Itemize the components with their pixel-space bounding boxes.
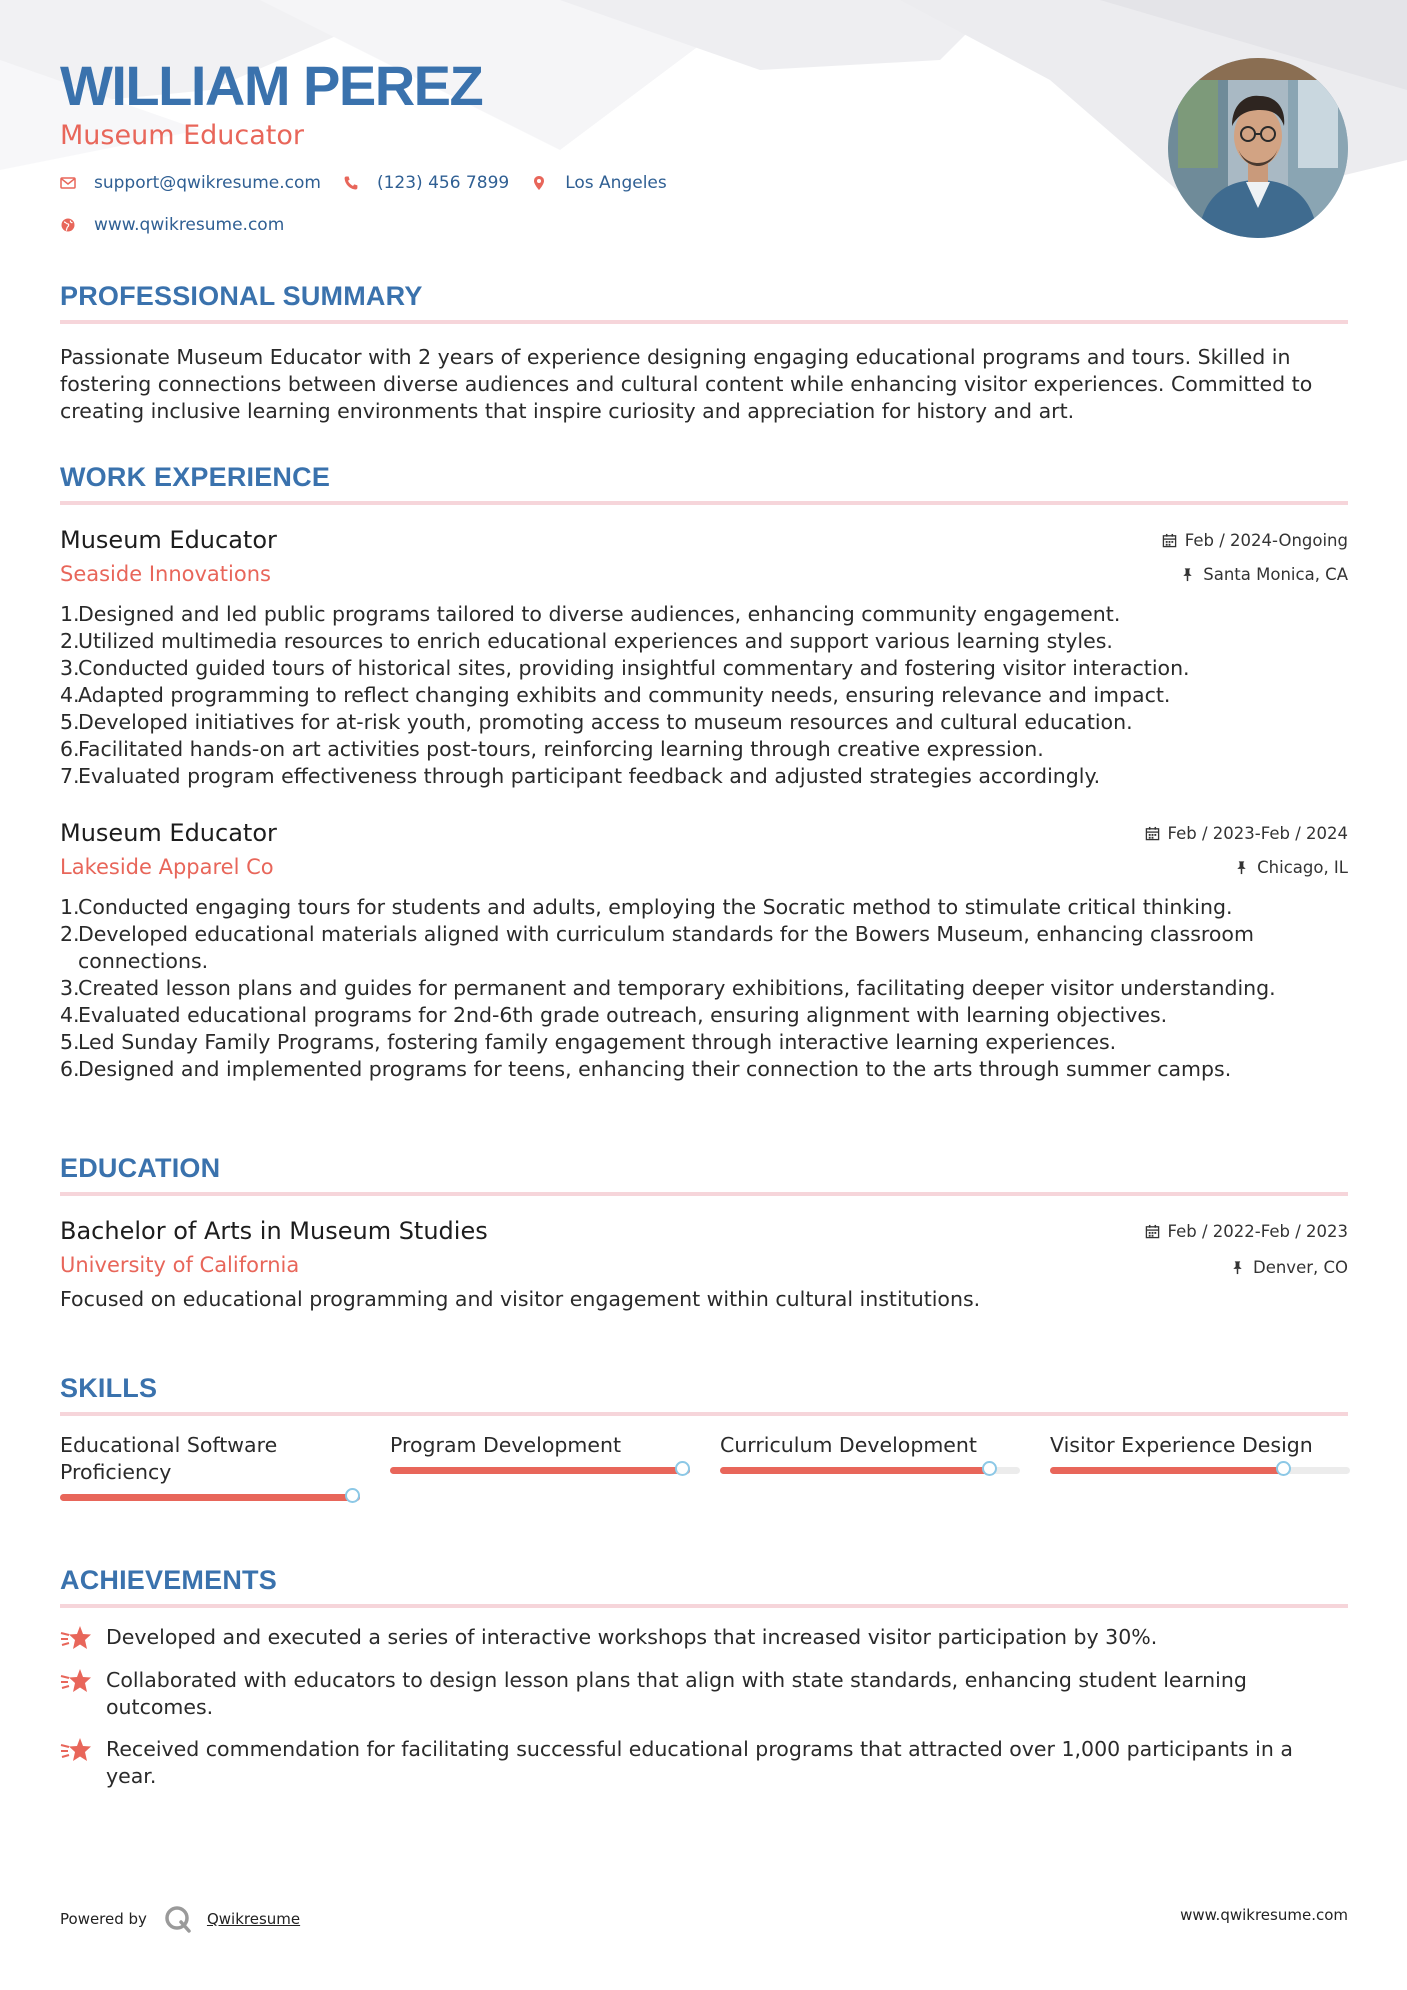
section-title: SKILLS [60,1373,158,1403]
list-number: 7. [60,764,80,788]
job-location-text: Santa Monica, CA [1203,565,1348,584]
list-number: 2. [60,922,80,946]
achievements-header [60,1560,1348,1608]
list-text: Conducted guided tours of historical sites, providing insightful commentary and fostering visitor interaction. [78,656,1190,680]
list-text: Led Sunday Family Programs, fostering family engagement through interactive learning experiences. [78,1030,1117,1054]
skill-bar-knob [345,1488,360,1503]
education-section [60,1148,1348,1313]
achievements-list [60,1624,1348,1790]
list-text: Evaluated educational programs for 2nd-6th grade outreach, ensuring alignment with learning objectives. [78,1003,1168,1027]
experience-header [60,457,1348,505]
email-text: support@qwikresume.com [94,173,321,193]
list-text: Developed educational materials aligned with curriculum standards for the Bowers Museum, enhancing classroom connections. [78,922,1254,973]
job-location [1180,565,1348,584]
skill-bar [1050,1467,1350,1474]
list-number: 2. [60,629,80,653]
contact-phone[interactable] [343,173,509,193]
experience-section [60,457,1348,1083]
job-bullets [60,894,1348,1083]
education-dates-text: Feb / 2022-Feb / 2023 [1167,1222,1348,1241]
job-entry [60,816,1348,1083]
skill-bar-knob [982,1461,997,1476]
map-pin-icon [531,175,547,191]
section-title: EDUCATION [60,1153,221,1183]
skills-header [60,1368,1348,1416]
globe-icon [60,217,76,233]
list-number: 1. [60,602,80,626]
skill-item [720,1432,1020,1501]
list-number: 3. [60,656,80,680]
calendar-icon [1145,1224,1160,1239]
school-name: University of California [60,1253,300,1277]
skills-section [60,1368,1348,1501]
education-description: Focused on educational programming and visitor engagement within cultural institutions. [60,1287,981,1311]
skill-bar [390,1467,690,1474]
calendar-icon [1145,826,1160,841]
list-text: Developed initiatives for at-risk youth, promoting access to museum resources and cultural education. [78,710,1133,734]
education-entry [60,1214,1348,1313]
contact-location [531,173,667,193]
job-entry [60,523,1348,790]
website-text: www.qwikresume.com [94,215,285,235]
list-item [60,763,1348,790]
contact-email[interactable] [60,173,321,193]
list-number: 4. [60,1003,80,1027]
contact-row [60,173,689,193]
skills-list [60,1432,1348,1501]
list-text: Utilized multimedia resources to enrich educational experiences and support various learning styles. [78,629,1113,653]
achievement-item [60,1624,1348,1652]
summary-header [60,276,1348,324]
achievement-text: Received commendation for facilitating successful educational programs that attracted over 1,000 participants in a year. [106,1737,1293,1788]
list-item [60,709,1348,736]
job-bullets [60,601,1348,790]
skill-name: Curriculum Development [720,1433,977,1457]
job-location [1234,858,1348,877]
achievement-item [60,1667,1348,1721]
list-item [60,1029,1348,1056]
job-title: Museum Educator [60,819,277,847]
list-text: Adapted programming to reflect changing exhibits and community needs, ensuring relevance and impact. [78,683,1171,707]
skill-bar [720,1467,1020,1474]
job-title: Museum Educator [60,526,277,554]
education-dates [1145,1222,1348,1241]
job-company: Seaside Innovations [60,562,271,586]
list-text: Created lesson plans and guides for permanent and temporary exhibitions, facilitating deeper visitor understanding. [78,976,1276,1000]
skill-bar-fill [720,1467,990,1474]
education-header [60,1148,1348,1196]
skill-bar-fill [1050,1467,1284,1474]
achievement-text: Collaborated with educators to design lesson plans that align with state standards, enhancing student learning outcomes. [106,1668,1247,1719]
job-dates [1145,824,1348,843]
list-item [60,601,1348,628]
powered-by [60,1904,300,1934]
calendar-icon [1162,533,1177,548]
list-number: 6. [60,1057,80,1081]
list-number: 1. [60,895,80,919]
list-number: 3. [60,976,80,1000]
shooting-star-icon [60,1667,92,1695]
list-item [60,975,1348,1002]
list-number: 4. [60,683,80,707]
phone-icon [343,175,359,191]
phone-text: (123) 456 7899 [376,173,510,193]
list-item [60,1056,1348,1083]
list-text: Conducted engaging tours for students and adults, employing the Socratic method to stimulate critical thinking. [78,895,1233,919]
shooting-star-icon [60,1624,92,1652]
job-location-text: Chicago, IL [1257,858,1348,877]
pushpin-icon [1230,1260,1245,1275]
job-dates-text: Feb / 2023-Feb / 2024 [1167,824,1348,843]
skill-name: Program Development [390,1433,622,1457]
envelope-icon [60,175,76,191]
summary-section [60,276,1348,425]
achievements-section [60,1560,1348,1805]
job-dates-text: Feb / 2024-Ongoing [1184,531,1348,550]
achievement-item [60,1736,1348,1790]
candidate-role: Museum Educator [60,120,304,151]
achievement-text: Developed and executed a series of interactive workshops that increased visitor participation by 30%. [106,1625,1158,1649]
shooting-star-icon [60,1736,92,1764]
list-item [60,682,1348,709]
skill-item [390,1432,690,1501]
list-text: Designed and led public programs tailored to diverse audiences, enhancing community engagement. [78,602,1121,626]
contact-row-website [60,215,306,235]
footer [60,1900,1348,1930]
skill-bar-fill [390,1467,690,1474]
list-number: 5. [60,1030,80,1054]
list-item [60,736,1348,763]
summary-text: Passionate Museum Educator with 2 years of experience designing engaging educational programs and tours. Skilled in fostering connections between diverse audiences and cultural content while enhancing visitor experiences. Committed to creating inclusive learning environments that inspire curiosity and appreciation for history and art. [60,345,1313,423]
footer-website[interactable]: www.qwikresume.com [1180,1906,1348,1924]
powered-by-label: Powered by [60,1910,147,1928]
list-item [60,894,1348,921]
skill-bar-knob [675,1461,690,1476]
skill-item [60,1432,360,1501]
list-item [60,1002,1348,1029]
skill-item [1050,1432,1350,1501]
skill-name: Visitor Experience Design [1050,1433,1313,1457]
section-title: PROFESSIONAL SUMMARY [60,281,423,311]
list-item [60,628,1348,655]
list-text: Facilitated hands-on art activities post-tours, reinforcing learning through creative expression. [78,737,1044,761]
section-title: WORK EXPERIENCE [60,462,331,492]
education-location [1230,1258,1348,1277]
list-number: 5. [60,710,80,734]
degree-title: Bachelor of Arts in Museum Studies [60,1217,488,1245]
list-item [60,921,1348,975]
education-location-text: Denver, CO [1252,1258,1348,1277]
location-text: Los Angeles [565,173,667,193]
section-title: ACHIEVEMENTS [60,1565,277,1595]
pushpin-icon [1180,567,1195,582]
job-dates [1162,531,1348,550]
list-item [60,655,1348,682]
list-text: Designed and implemented programs for teens, enhancing their connection to the arts through summer camps. [78,1057,1232,1081]
qwikresume-logo-icon [163,1904,193,1934]
list-number: 6. [60,737,80,761]
contact-website[interactable] [60,215,284,235]
profile-photo [1168,58,1348,238]
job-company: Lakeside Apparel Co [60,855,274,879]
qwikresume-link[interactable]: Qwikresume [206,1910,301,1928]
skill-bar-knob [1276,1461,1291,1476]
candidate-name: WILLIAM PEREZ [60,54,483,117]
skill-bar [60,1494,360,1501]
skill-name: Educational Software Proficiency [60,1433,278,1484]
list-text: Evaluated program effectiveness through participant feedback and adjusted strategies accordingly. [78,764,1101,788]
skill-bar-fill [60,1494,360,1501]
pushpin-icon [1234,860,1249,875]
